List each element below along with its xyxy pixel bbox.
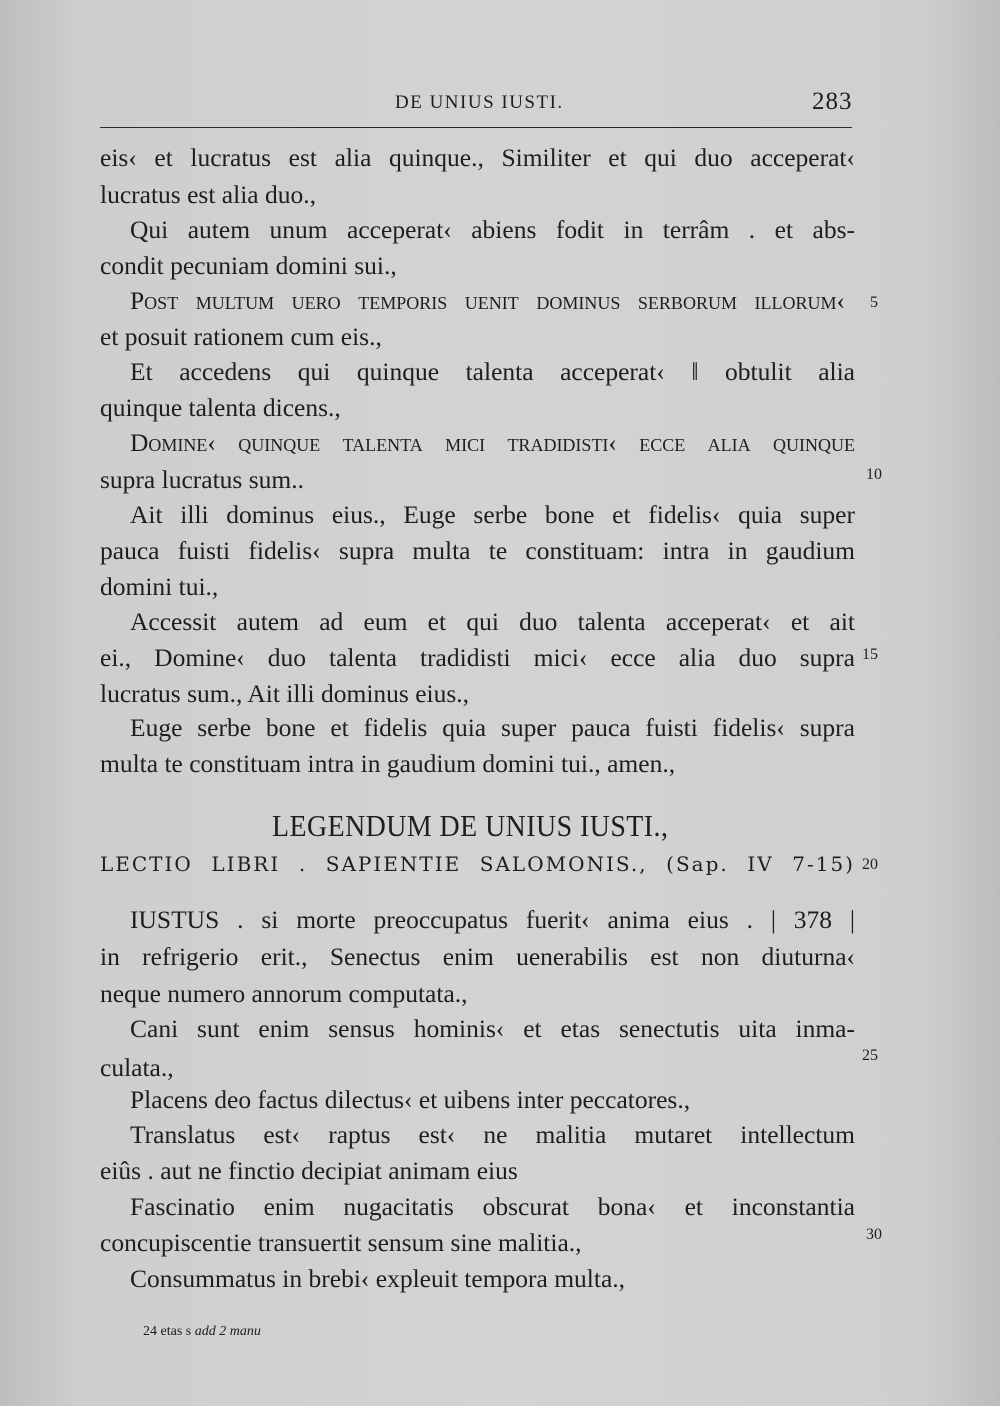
footnote	[143, 1324, 261, 1340]
text-line: in refrigerio erit., Senectus enim uenerabilis est non diuturna‹	[100, 942, 855, 971]
text-line: lucratus est alia duo.,	[100, 180, 316, 209]
section-heading: LEGENDUM DE UNIUS IUSTI.,	[272, 808, 669, 843]
text-line: Consummatus in brebi‹ expleuit tempora multa.,	[130, 1264, 626, 1293]
footnote-note: add 2 manu	[194, 1324, 261, 1339]
text-line: Cani sunt enim sensus hominis‹ et etas senectutis uita inma-	[130, 1014, 855, 1043]
text-line: neque numero annorum computata.,	[100, 979, 468, 1008]
text-line: Qui autem unum acceperat‹ abiens fodit in terrâm . et abs-	[130, 215, 855, 244]
page-number: 283	[812, 88, 853, 115]
line-number: 15	[862, 646, 878, 663]
text-line: Translatus est‹ raptus est‹ ne malitia mutaret intellectum	[130, 1120, 855, 1149]
text-line: quinque talenta dicens.,	[100, 393, 341, 422]
line-number: 20	[862, 856, 878, 873]
line-number: 30	[866, 1226, 882, 1243]
text-line: eis‹ et lucratus est alia quinque., Similiter et qui duo acceperat‹	[100, 143, 855, 172]
text-line: IUSTUS . si morte preoccupatus fuerit‹ anima eius . | 378 |	[130, 905, 855, 934]
text-line: lucratus sum., Ait illi dominus eius.,	[100, 679, 470, 708]
section-subheading: LECTIO LIBRI . SAPIENTIE SALOMONIS., (Sap. IV 7-15)	[100, 852, 855, 876]
line-number: 25	[862, 1047, 878, 1064]
running-head-title: DE UNIUS IUSTI.	[395, 92, 564, 113]
text-line: et posuit rationem cum eis.,	[100, 322, 382, 351]
text-line: Accessit autem ad eum et qui duo talenta acceperat‹ et ait	[130, 607, 855, 636]
text-line: Ait illi dominus eius., Euge serbe bone et fidelis‹ quia super	[130, 500, 855, 529]
text-line: culata.,	[100, 1053, 174, 1082]
text-line: eiûs . aut ne finctio decipiat animam eius	[100, 1156, 518, 1185]
footnote-text: 24 etas s	[143, 1324, 192, 1339]
text-line: Domine‹ quinque talenta mici tradidisti‹ ecce alia quinque	[130, 428, 855, 457]
line-number: 5	[870, 294, 878, 311]
text-line: pauca fuisti fidelis‹ supra multa te constituam: intra in gaudium	[100, 536, 855, 565]
text-line: Euge serbe bone et fidelis quia super pauca fuisti fidelis‹ supra	[130, 713, 855, 742]
text-line: condit pecuniam domini sui.,	[100, 251, 397, 280]
header-rule	[100, 127, 852, 128]
line-number: 10	[866, 466, 882, 483]
text-line: ei., Domine‹ duo talenta tradidisti mici‹ ecce alia duo supra	[100, 643, 855, 672]
text-line: Placens deo factus dilectus‹ et uibens inter peccatores.,	[130, 1085, 691, 1114]
text-line: Post multum uero temporis uenit dominus serborum illorum‹	[130, 286, 845, 315]
text-line: Et accedens qui quinque talenta acceperat‹ ‖ obtulit alia	[130, 357, 855, 386]
text-line: multa te constituam intra in gaudium domini tui., amen.,	[100, 749, 676, 778]
text-line: domini tui.,	[100, 572, 219, 601]
text-line: supra lucratus sum..	[100, 465, 304, 494]
running-head	[0, 88, 1000, 128]
text-line: Fascinatio enim nugacitatis obscurat bona‹ et inconstantia	[130, 1192, 855, 1221]
text-line: concupiscentie transuertit sensum sine malitia.,	[100, 1228, 582, 1257]
